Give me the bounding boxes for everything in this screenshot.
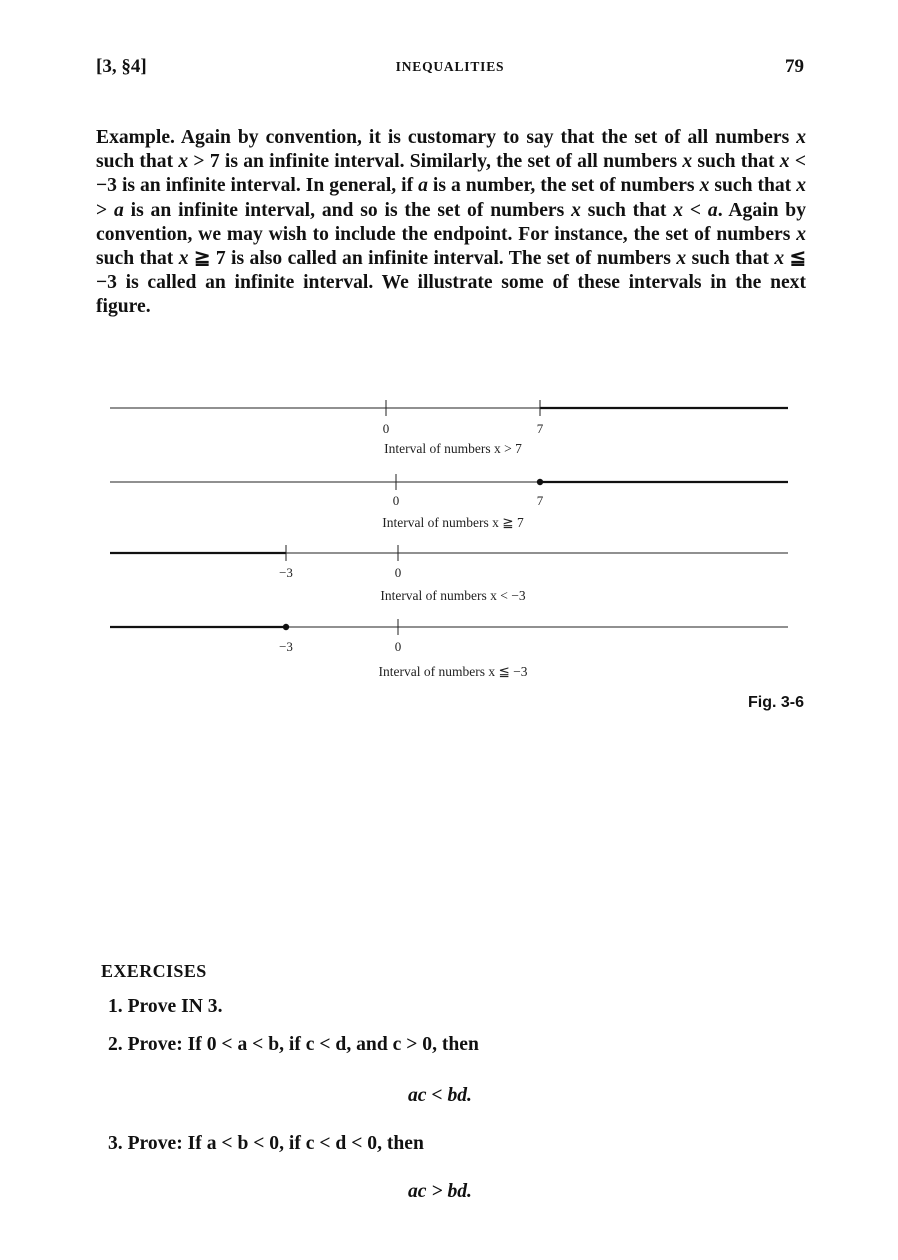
number-line-x-le-neg3 xyxy=(110,619,788,679)
tick-label: 0 xyxy=(392,493,400,508)
example-paragraph xyxy=(96,126,806,320)
exercise-1: 1. Prove IN 3. xyxy=(108,996,223,1017)
exercise-3-number: 3. Prove: xyxy=(108,1133,183,1154)
row-caption: Interval of numbers x ≦ −3 xyxy=(378,664,528,679)
example-label: Example. xyxy=(96,127,175,148)
tick-label: 0 xyxy=(394,565,402,580)
exercise-2-display: ac < bd. xyxy=(408,1085,472,1106)
exercise-3-display: ac > bd. xyxy=(408,1181,472,1202)
closed-endpoint-neg3 xyxy=(283,624,289,630)
exercise-2-number: 2. Prove: xyxy=(108,1034,183,1055)
closed-endpoint-7 xyxy=(537,479,543,485)
figure-caption: Fig. 3-6 xyxy=(747,694,804,711)
tick-label: −3 xyxy=(279,565,293,580)
tick-label: 7 xyxy=(536,493,544,508)
tick-label: −3 xyxy=(279,639,293,654)
tick-label: 0 xyxy=(394,639,402,654)
exercise-2-statement: If 0 < a < b, if c < d, and c > 0, then xyxy=(187,1034,479,1055)
row-caption: Interval of numbers x ≧ 7 xyxy=(382,515,524,530)
number-line-x-gt-7 xyxy=(110,400,788,456)
number-line-figure xyxy=(110,392,790,692)
number-line-x-lt-neg3 xyxy=(110,545,788,603)
sentence-2: Similarly, the set of all numbers x such that x < −3 is an infinite interval. In general, if a is a number, the set of numbers x such that x > a is an infinite interval, and so is the set of numbers x such that x < a. xyxy=(96,151,807,221)
number-line-diagram xyxy=(110,392,790,692)
exercise-3-statement: If a < b < 0, if c < d < 0, then xyxy=(187,1133,424,1154)
section-reference: [3, §4] xyxy=(96,56,147,77)
row-caption: Interval of numbers x > 7 xyxy=(384,441,522,456)
row-caption: Interval of numbers x < −3 xyxy=(380,588,526,603)
tick-label: 0 xyxy=(382,421,390,436)
sentence-3: Again by convention, we may wish to include the endpoint. For instance, the set of numbers x such that x ≧ 7 is also called an infinite interval. The set of numbers x such that x ≦ −3 is called an infinite interval. We illustrate some of these intervals in the next figure. xyxy=(96,199,806,318)
page-number: 79 xyxy=(785,56,804,77)
exercises-heading: EXERCISES xyxy=(101,961,207,981)
number-line-x-ge-7 xyxy=(110,474,788,530)
page-header xyxy=(96,56,804,80)
running-title: INEQUALITIES xyxy=(395,59,505,74)
sentence-1: Again by convention, it is customary to say that the set of all numbers x such that x > 7 is an infinite interval. xyxy=(96,127,806,173)
exercise-3 xyxy=(108,1133,424,1155)
exercise-2 xyxy=(108,1034,479,1056)
infinite-interval-term: infinite interval. xyxy=(269,151,405,173)
tick-label: 7 xyxy=(536,421,544,436)
